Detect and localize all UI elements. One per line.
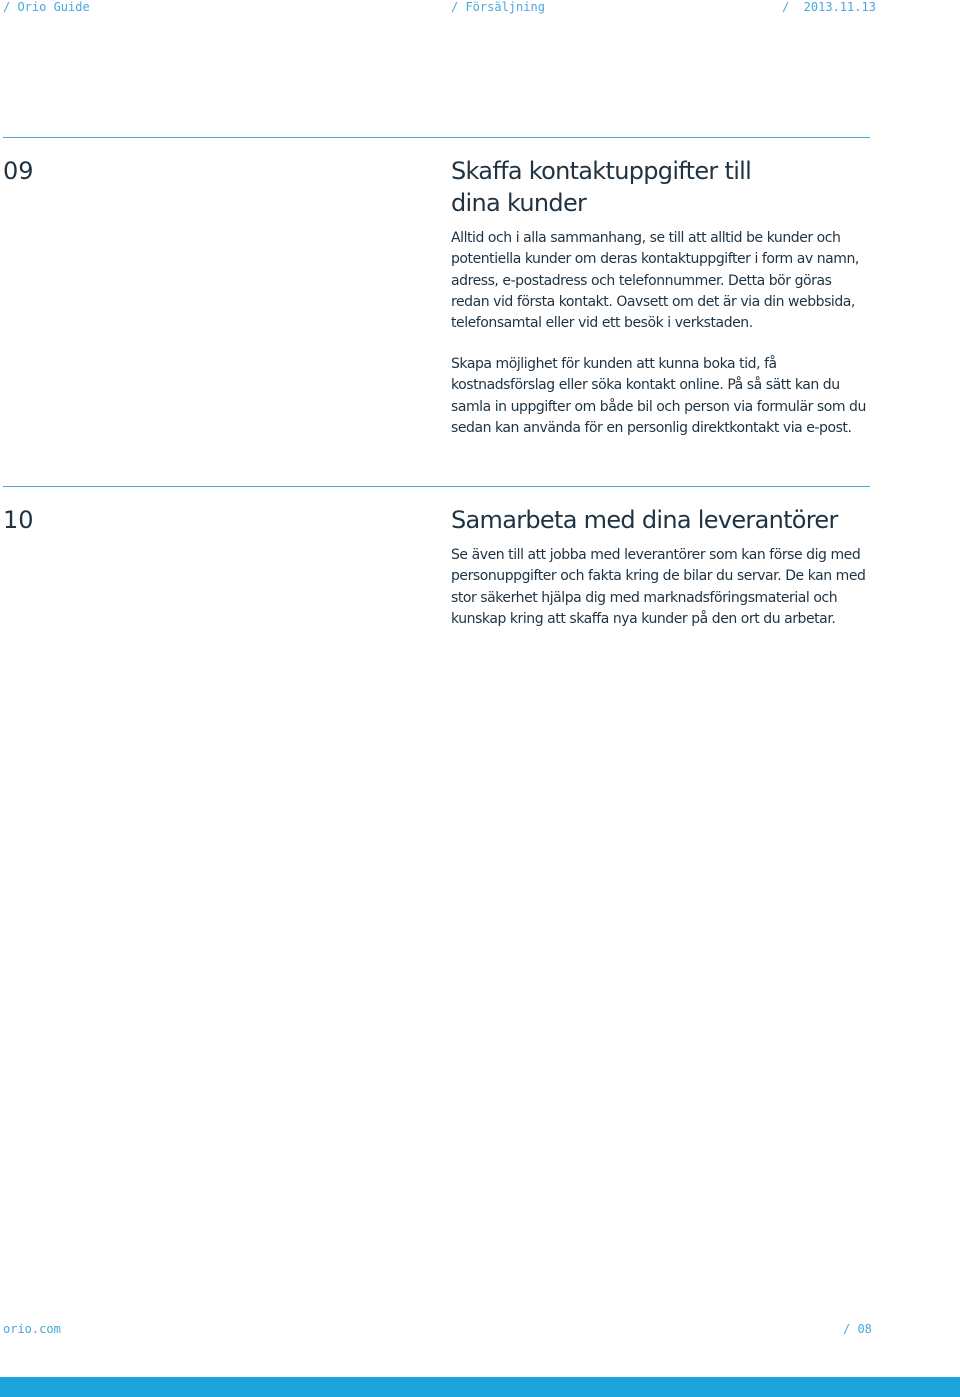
footer-site-link[interactable]: orio.com [3,1322,61,1336]
section-10-paragraph-1: Se även till att jobba med leverantörer som kan förse dig med personuppgifter och fakta kring de bilar du servar. De kan med stor säkerhet hjälpa dig med marknadsföringsmaterial och kunskap kring att skaffa nya kunder på den ort du arbetar. [451,547,866,627]
header-date-label: / 2013.11.13 [782,0,876,14]
section-10-number: 10 [3,506,34,534]
header-guide-label: / Orio Guide [3,0,90,14]
section-09-paragraph-1: Alltid och i alla sammanhang, se till att alltid be kunder och potentiella kunder om deras kontaktuppgifter i form av namn, adress, e-postadress och telefonnummer. Detta bör göras redan vid första kontakt. Oavsett om det är via din webbsida, telefonsamtal eller vid ett besök i verkstaden. [451,230,859,332]
section-09-heading [451,155,871,219]
section-09-heading-line1: Skaffa kontaktuppgifter till [451,157,752,185]
section-09-number: 09 [3,157,34,185]
header-section-label: / Försäljning [451,0,545,14]
section-10-heading: Samarbeta med dina leverantörer [451,506,838,534]
footer-page-number: / 08 [843,1322,872,1336]
section-09-heading-line2: dina kunder [451,189,587,217]
bottom-accent-bar [0,1377,960,1397]
section-10-divider [3,486,870,487]
section-09-divider [3,137,870,138]
section-09-paragraph-2: Skapa möjlighet för kunden att kunna boka tid, få kostnadsförslag eller söka kontakt online. På så sätt kan du samla in uppgifter om både bil och person via formulär som du sedan kan använda för en personlig direktkontakt via e-post. [451,356,866,436]
